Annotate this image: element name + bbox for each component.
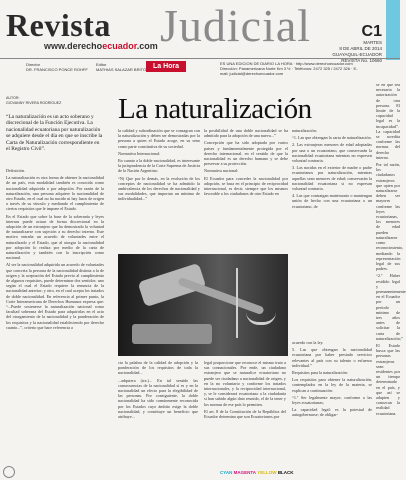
issue-line: REVISTA No. 10660 xyxy=(341,58,382,63)
sound-block xyxy=(132,324,212,344)
color-magenta: MAGENTA xyxy=(233,470,257,475)
section-code: C1 xyxy=(361,23,382,40)
paragraph: Concepción que ha sido adoptada por varios países y fundamentalmente protegida por el derecho internacional, en el sentido de que la nacionalidad es un derecho humano y se debe preservar a su protección. xyxy=(204,140,288,167)
director-label: Director xyxy=(26,62,41,67)
paragraph: ...adquiera (tra.)... En tal sentido las consecuencias de la nacionalidad sí es y en la nacionalidad un efecto para la elegibilidad de las personas. Por consiguiente, la doble nacionalidad ha sido comúnmente reconocida por los Estados cuyo ámbito exige la doble nacionalidad, y constituye un beneficio que atribuye... xyxy=(118,377,198,420)
print-color-bar xyxy=(220,470,390,478)
paragraph: 4. Las que contraigan matrimonio o mantengan unión de hecho con una ecuatoriana o un ecuatoriano, de xyxy=(292,193,372,209)
registration-mark xyxy=(3,466,15,478)
info-line: ES UNA EDICION DE DIARIO LA HORA · http://www.derechoecuador.com xyxy=(220,61,353,66)
url-accent: ecuador xyxy=(102,41,137,51)
article-column-3 xyxy=(204,128,288,248)
publisher-info xyxy=(220,61,360,76)
paragraph: legal proporcione que reconoce el mismo trato a sus connacionales. Por ende, un ciudadano extranjero que se naturalice ecuatoriano no puede ser ciudadano a nacionalidad de origen, y en la no voluntario y conforme los tratados internacionales, y la reciprocidad internacional, y, se le considerará ecuatoriano a la ciudadanía si han sabido algún dato reunido, el de la tener y los normas de ese país lo permiten. xyxy=(204,360,286,407)
author-label: AUTOR: xyxy=(6,96,20,100)
article-column-2 xyxy=(118,128,200,248)
paragraph: 2. Las extranjeras menores de edad adoptadas por una o un ecuatoriano, que conservarán la nacionalidad ecuatoriana mientras no expresen voluntad contraria. xyxy=(292,142,372,164)
paragraph: “N) Que por lo demás, en la evolución de los conceptos de nacionalidad se ha admitido la ambivalencia de los derechos de nacionalidad y sus modalidades, que importan un mínimo de individualidad...” xyxy=(118,175,200,202)
issue-line: GUAYAQUIL-ECUADOR xyxy=(332,52,382,57)
gavel-photo xyxy=(118,254,288,356)
paragraph: En el Estado que sobre la base de la soberanía y leyes internas puede actuar de forma discrecional en la adopción de un extranjero que ha demostrado la voluntad de naturalizarse con sujeción a su derecho interno. Este motivo entraña un acuerdo de voluntades entre el naturalizado y el Estado, que al otorgar la nacionalidad por adopción lo realiza por medio de la carta de naturalización y también con la inscripción como nacional. xyxy=(6,213,104,261)
paragraph: acuerdo con la ley. xyxy=(292,340,324,345)
director-block xyxy=(26,62,88,72)
justice-scale xyxy=(236,268,272,338)
masthead-judicial: Judicial xyxy=(160,0,312,51)
article-column-4 xyxy=(292,128,372,252)
paragraph: 5. Las que obtengan la nacionalidad ecuatoriana por haber prestado servicios relevantes al país con su talento o esfuerzo individual.” xyxy=(292,347,372,368)
paragraph: “1. Las que obtengan la carta de naturalización. xyxy=(292,135,372,141)
url-prefix: www.derecho xyxy=(44,41,103,51)
paragraph: Al ser la nacionalidad adquirida un acuerdo de voluntades que concreta la persona de la nacionalidad distinta a la de origen y la aceptación del Estado previo al cumplimiento de algunos requisitos, puede determinar dos sentidos: uno según el cual el Estado requiere la renuncia de la nacionalidad anterior; y otro, en el cual acepta los tratados de doble nacionalidad. En referencia al primer punto, la Corte Interamericana de Derechos Humanos expresa que: “...Puede sostenerse la naturalización nacional como facultad soberana del Estado para adquirirlas en el acto del otorgamiento de la nacionalidad y la ponderación de los requisitos y la nacionalidad estableciendo por derecho cuanto...”, criterio que hace referencia a xyxy=(6,262,104,330)
paragraph: se en que sea necesaria la autorización de otra persona. El límite de la capacidad legal es la incapacidad”. La capacidad se acredita conforme las normas del derecho interno. xyxy=(376,82,400,160)
paragraph: El Estado busca que las personas extranjeras sean residentes por un tiempo determinado en el país, y que así se adapten y conozcan la realidad ecuatoriana. xyxy=(376,342,400,416)
url-suffix: .com xyxy=(136,41,158,51)
editor-label: Editor xyxy=(96,62,107,67)
author-name: GIOVANNY RIVERA RODRÍGUEZ xyxy=(6,101,62,105)
article-column-7 xyxy=(292,340,372,472)
editor-block xyxy=(96,62,146,72)
article-column-1 xyxy=(6,168,104,470)
la-hora-logo: La Hora xyxy=(146,61,186,72)
paragraph: 3. Las nacidas en el exterior de madre o padre ecuatorianos por naturalización, mientras aquellas sean menores de edad; conservarán la nacionalidad ecuatoriana si no expresan voluntad contraria. xyxy=(292,165,372,192)
lead-quote: “La naturalización es un acto soberano y discrecional de la Función Ejecutiva. La nacionalidad ecuatoriana por naturalización se adquiere desde el día en que se inscribe la Carta de Naturalización correspondiente en el Registro Civil”. xyxy=(6,114,103,153)
paragraph: la posibilidad de una doble nacionalidad se ha admitido para la adopción de una nueva...” xyxy=(204,128,288,139)
subheading: Requisitos para la naturalización: xyxy=(292,370,348,376)
editor-name: MATHIAS SALAZAR BRITO xyxy=(96,67,147,72)
paragraph: El Ecuador para conceder la nacionalidad por adopción, se basa en el principio de reciprocidad internacional, es decir, siempre que los mismos favorable a los ciudadanos de otro Estado en xyxy=(204,175,288,197)
masthead xyxy=(0,0,400,66)
author-byline xyxy=(6,96,61,106)
paragraph: cia la palabra de la calidad de adopción y la ponderación de los requisitos de toda la nacionalidad... xyxy=(118,360,198,376)
subheading: Normativa nacional: xyxy=(204,168,239,174)
info-line: Dirección: Panamericana Norte Km 3 ½ · Teléfonos: 2472 325 / 2472 326 · E-mail: judicial@derechoecuador.com xyxy=(220,66,358,76)
paragraph: Los requisitos para obtener la naturalización, contemplados en la ley de la materia, se explican a continuación: xyxy=(292,377,372,393)
color-tab xyxy=(386,0,400,60)
article-column-6 xyxy=(204,360,286,472)
paragraph: El art. 8 de la Constitución de la República del Ecuador determina que son Ecuatorianos por xyxy=(204,408,286,420)
paragraph: Por tal razón, los ciudadanos extranjeros que opten por naturalizarse deben ser mayores conforme las leyes ecuatorianas, los menores de edad pueden naturalizarse como reconocimiento, mediando la representación legal de sus padres. xyxy=(376,162,404,272)
subheading: Normativa Internacional: xyxy=(118,150,161,156)
director-name: DR. FRANCISCO PONCE ROHFF xyxy=(26,67,88,72)
issue-line: 8 DE ABRIL DE 2014 xyxy=(339,46,382,51)
color-cyan: CYAN xyxy=(220,470,233,475)
article-headline: La naturalización xyxy=(118,93,312,125)
paragraph: La capacidad legal: es la potestad de autogobernarse; de obligar- xyxy=(292,407,372,418)
masthead-revista: Revista xyxy=(6,7,111,43)
masthead-url xyxy=(44,41,158,51)
paragraph: la calidad y subordinación que se consagran con la naturalización y deben ser demostradas por la persona a quien el Estado acoge, en su seno como parte constitutiva de su sociedad. xyxy=(118,128,200,149)
article-column-8 xyxy=(376,82,406,474)
paragraph: En cuanto a la doble nacionalidad, es interesante la jurisprudencia de la Corte Suprema de Justicia de la Nación Argentina: xyxy=(118,158,200,174)
paragraph: “2.º Haber residido legal y permanentemente en el Ecuador por un período mínimo de tres años antes de solicitar la carta de naturalización;” xyxy=(376,273,406,341)
color-yellow: YELLOW xyxy=(257,470,277,475)
paragraph: Definición. xyxy=(6,168,25,173)
paragraph: La naturalización es otra forma de obtener la nacionalidad de un país, esta modalidad también es conocida como nacionalidad adquirida o por adopción. Por razón de la naturalización, una persona adquiere la nacionalidad de otro Estado, en el cual no ha nacido ni hay lazos de origen a través de su vínculo y mediando el cumplimiento de ciertos requisitos que le impone el Estado. xyxy=(6,175,104,212)
paragraph: “1.º Ser legalmente mayor, conforme a las leyes ecuatorianas; xyxy=(292,394,372,406)
article-column-5 xyxy=(118,360,198,472)
color-black: BLACK xyxy=(277,470,294,475)
subheading: naturalización: xyxy=(292,128,317,133)
issue-line: MARTES xyxy=(363,40,382,45)
credits-bar xyxy=(0,58,400,75)
